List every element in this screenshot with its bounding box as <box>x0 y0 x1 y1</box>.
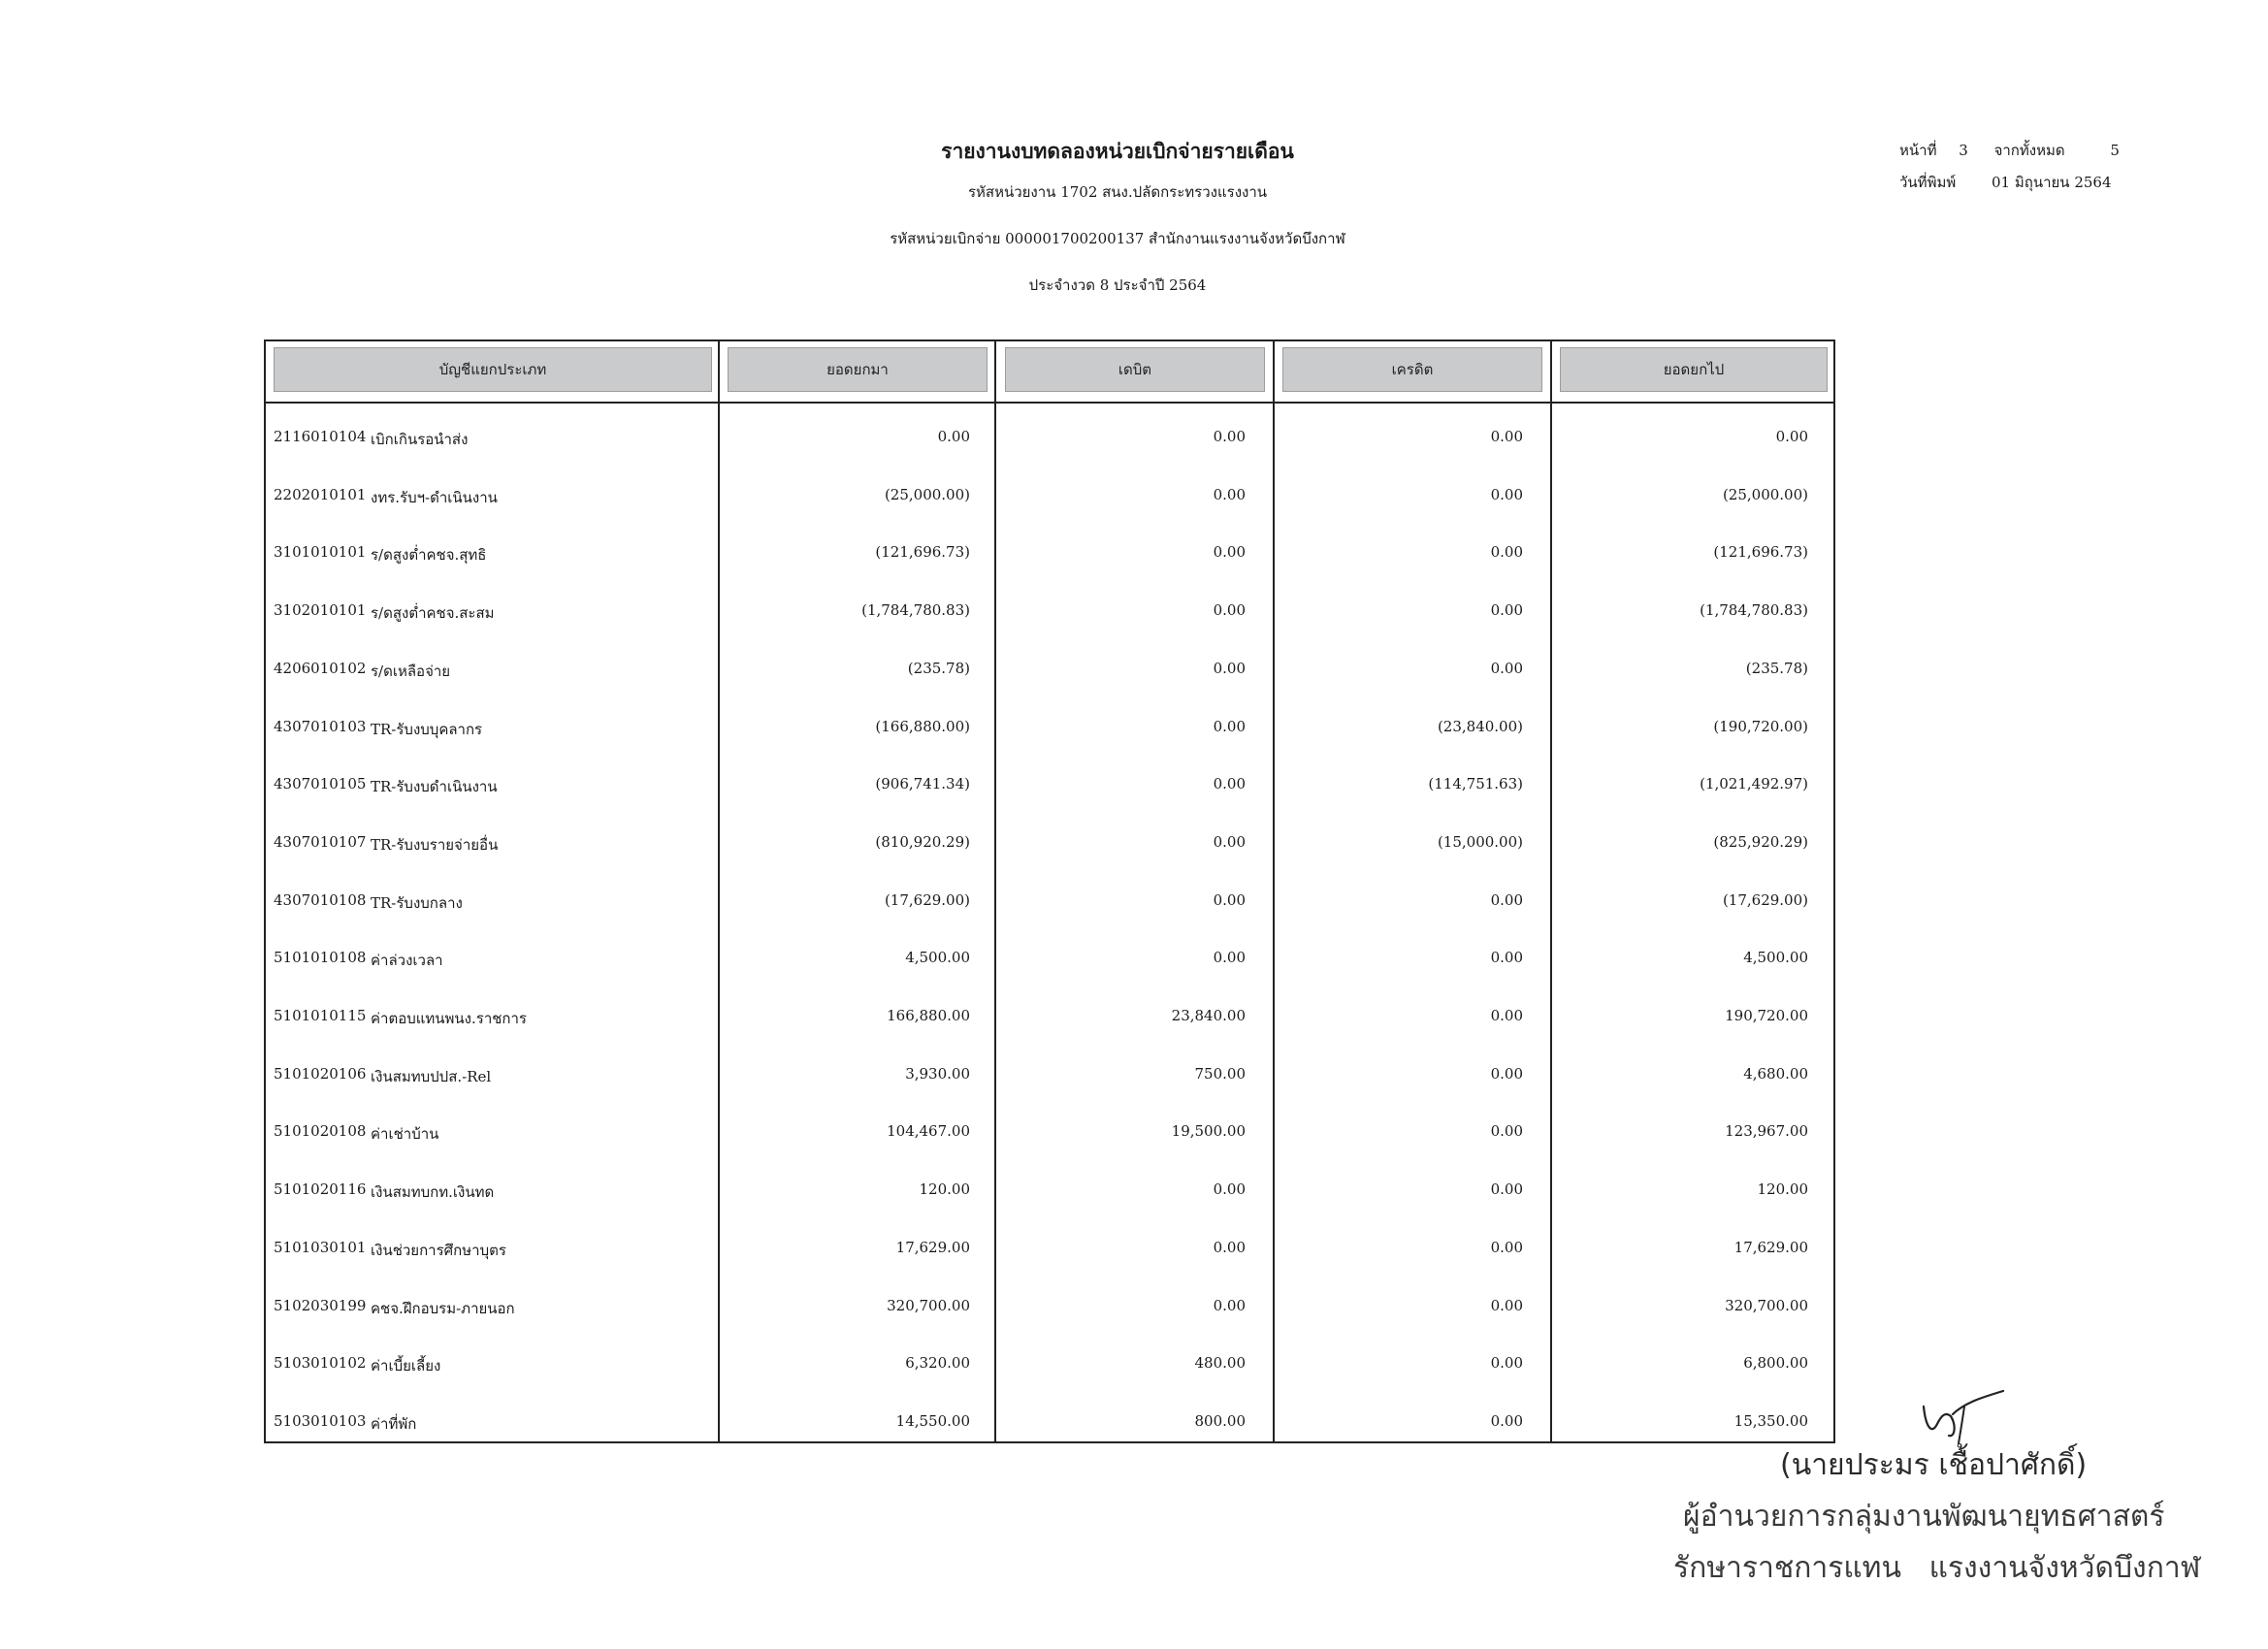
account-code: 4307010107 <box>274 833 367 851</box>
debit-value: 0.00 <box>1213 543 1246 561</box>
brought-forward-value: 320,700.00 <box>887 1297 970 1314</box>
carried-forward-value: 4,500.00 <box>1743 949 1808 966</box>
account-name: ค่าเช่าบ้าน <box>371 1125 439 1143</box>
credit-value: (15,000.00) <box>1437 833 1523 851</box>
brought-forward-value: 4,500.00 <box>905 949 970 966</box>
brought-forward-value: 6,320.00 <box>905 1354 970 1372</box>
total-label: จากทั้งหมด <box>1993 142 2065 159</box>
table-row <box>264 1235 1835 1264</box>
brought-forward-value: (166,880.00) <box>875 718 970 735</box>
account-name: คชจ.ฝึกอบรม-ภายนอก <box>371 1300 515 1317</box>
brought-forward-value: 0.00 <box>937 428 970 445</box>
brought-forward-value: (810,920.29) <box>875 833 970 851</box>
print-date-info <box>1899 171 2112 194</box>
debit-value: 800.00 <box>1194 1412 1246 1430</box>
carried-forward-value: 17,629.00 <box>1733 1239 1808 1256</box>
account-code: 3101010101 <box>274 543 367 561</box>
debit-value: 0.00 <box>1213 1180 1246 1198</box>
carried-forward-value: 320,700.00 <box>1725 1297 1808 1314</box>
print-date-label: วันที่พิมพ์ <box>1899 174 1957 191</box>
debit-value: 0.00 <box>1213 428 1246 445</box>
page-number-info <box>1899 139 2120 162</box>
brought-forward-value: (1,784,780.83) <box>861 601 970 619</box>
brought-forward-value: (17,629.00) <box>884 891 970 909</box>
print-date: 01 มิถุนายน 2564 <box>1992 174 2112 191</box>
credit-value: 0.00 <box>1490 428 1523 445</box>
account-code: 5102030199 <box>274 1297 367 1314</box>
total-pages: 5 <box>2110 142 2120 159</box>
credit-value: 0.00 <box>1490 1180 1523 1198</box>
debit-value: 0.00 <box>1213 891 1246 909</box>
handwritten-signature <box>1906 1377 2013 1450</box>
agency-line: รหัสหน่วยงาน 1702 สนง.ปลัดกระทรวงแรงงาน <box>967 183 1268 201</box>
account-name: เงินสมทบปปส.-Rel <box>371 1068 492 1085</box>
column-header-carried-forward: ยอดยกไป <box>1560 347 1828 392</box>
page-label: หน้าที่ <box>1899 142 1937 159</box>
table-row <box>264 424 1835 453</box>
credit-value: 0.00 <box>1490 1122 1523 1140</box>
carried-forward-value: (17,629.00) <box>1722 891 1808 909</box>
credit-value: 0.00 <box>1490 601 1523 619</box>
column-header-account: บัญชีแยกประเภท <box>274 347 712 392</box>
credit-value: 0.00 <box>1490 1065 1523 1083</box>
column-header-brought-forward: ยอดยกมา <box>728 347 988 392</box>
credit-value: 0.00 <box>1490 1007 1523 1024</box>
account-code: 5101020108 <box>274 1122 367 1140</box>
account-name: TR-รับงบรายจ่ายอื่น <box>371 836 499 854</box>
account-code: 4307010105 <box>274 775 367 792</box>
account-name: TR-รับงบดำเนินงาน <box>371 778 498 795</box>
account-name: ค่าเบี้ยเลี้ยง <box>371 1357 441 1374</box>
carried-forward-value: 6,800.00 <box>1743 1354 1808 1372</box>
unit-line: รหัสหน่วยเบิกจ่าย 000001700200137 สำนักงานแรงงานจังหวัดบึงกาฬ <box>890 230 1345 247</box>
brought-forward-value: 3,930.00 <box>905 1065 970 1083</box>
credit-value: 0.00 <box>1490 543 1523 561</box>
table-row <box>264 771 1835 800</box>
credit-value: 0.00 <box>1490 1239 1523 1256</box>
debit-value: 0.00 <box>1213 718 1246 735</box>
carried-forward-value: 0.00 <box>1775 428 1808 445</box>
brought-forward-value: 14,550.00 <box>895 1412 970 1430</box>
table-row <box>264 714 1835 743</box>
account-code: 5101010108 <box>274 949 367 966</box>
credit-value: 0.00 <box>1490 486 1523 503</box>
table-row <box>264 482 1835 511</box>
table-row <box>264 539 1835 568</box>
table-row <box>264 829 1835 858</box>
credit-value: 0.00 <box>1490 949 1523 966</box>
account-name: เบิกเกินรอนำส่ง <box>371 431 469 448</box>
debit-value: 0.00 <box>1213 949 1246 966</box>
account-code: 2202010101 <box>274 486 367 503</box>
table-row <box>264 1293 1835 1322</box>
report-title: รายงานงบทดลองหน่วยเบิกจ่ายรายเดือน <box>941 139 1294 163</box>
carried-forward-value: (121,696.73) <box>1713 543 1808 561</box>
account-code: 5103010103 <box>274 1412 367 1430</box>
debit-value: 750.00 <box>1194 1065 1246 1083</box>
table-row <box>264 1408 1835 1438</box>
credit-value: (23,840.00) <box>1437 718 1523 735</box>
carried-forward-value: 120.00 <box>1757 1180 1808 1198</box>
account-code: 5101020116 <box>274 1180 367 1198</box>
acting-office: แรงงานจังหวัดบึงกาฬ <box>1928 1551 2201 1585</box>
carried-forward-value: (1,784,780.83) <box>1700 601 1808 619</box>
acting-label: รักษาราชการแทน <box>1673 1551 1901 1585</box>
debit-value: 0.00 <box>1213 833 1246 851</box>
account-name: ร/ดเหลือจ่าย <box>371 663 451 680</box>
credit-value: 0.00 <box>1490 1412 1523 1430</box>
account-name: ร/ดสูงต่ำคชจ.สะสม <box>371 604 495 622</box>
brought-forward-value: (25,000.00) <box>884 486 970 503</box>
table-row <box>264 656 1835 685</box>
carried-forward-value: (190,720.00) <box>1713 718 1808 735</box>
carried-forward-value: (825,920.29) <box>1713 833 1808 851</box>
brought-forward-value: 17,629.00 <box>895 1239 970 1256</box>
account-name: ค่าที่พัก <box>371 1415 417 1433</box>
debit-value: 19,500.00 <box>1171 1122 1246 1140</box>
account-code: 5101010115 <box>274 1007 367 1024</box>
column-header-credit: เครดิต <box>1282 347 1542 392</box>
debit-value: 0.00 <box>1213 660 1246 677</box>
account-code: 3102010101 <box>274 601 367 619</box>
account-name: ค่าล่วงเวลา <box>371 952 443 969</box>
carried-forward-value: (25,000.00) <box>1722 486 1808 503</box>
debit-value: 23,840.00 <box>1171 1007 1246 1024</box>
account-name: เงินสมทบกท.เงินทด <box>371 1183 495 1201</box>
credit-value: 0.00 <box>1490 660 1523 677</box>
brought-forward-value: 166,880.00 <box>887 1007 970 1024</box>
account-code: 5101020106 <box>274 1065 367 1083</box>
header-divider <box>264 402 1835 404</box>
table-row <box>264 1350 1835 1379</box>
table-row <box>264 1177 1835 1206</box>
debit-value: 0.00 <box>1213 1297 1246 1314</box>
page-number: 3 <box>1959 142 1968 159</box>
table-row <box>264 1118 1835 1148</box>
brought-forward-value: (235.78) <box>907 660 970 677</box>
period-line: ประจำงวด 8 ประจำปี 2564 <box>1028 276 1207 294</box>
carried-forward-value: 190,720.00 <box>1725 1007 1808 1024</box>
account-name: TR-รับงบกลาง <box>371 894 463 912</box>
signatory-position: ผู้อำนวยการกลุ่มงานพัฒนายุทธศาสตร์ <box>1683 1500 2165 1534</box>
signatory-acting-position <box>1673 1545 2200 1591</box>
account-code: 5103010102 <box>274 1354 367 1372</box>
table-row <box>264 888 1835 917</box>
account-name: ร/ดสูงต่ำคชจ.สุทธิ <box>371 546 487 564</box>
carried-forward-value: 4,680.00 <box>1743 1065 1808 1083</box>
account-name: TR-รับงบบุคลากร <box>371 721 483 738</box>
account-code: 4206010102 <box>274 660 367 677</box>
signatory-name: (นายประมร เชื้อปาศักดิ์) <box>1780 1448 2088 1482</box>
credit-value: 0.00 <box>1490 1297 1523 1314</box>
credit-value: 0.00 <box>1490 1354 1523 1372</box>
account-name: งทร.รับฯ-ดำเนินงาน <box>371 489 498 506</box>
brought-forward-value: (121,696.73) <box>875 543 970 561</box>
debit-value: 0.00 <box>1213 601 1246 619</box>
carried-forward-value: (235.78) <box>1745 660 1808 677</box>
debit-value: 0.00 <box>1213 486 1246 503</box>
column-header-debit: เดบิต <box>1005 347 1265 392</box>
account-code: 2116010104 <box>274 428 367 445</box>
debit-value: 0.00 <box>1213 1239 1246 1256</box>
table-row <box>264 1061 1835 1090</box>
credit-value: 0.00 <box>1490 891 1523 909</box>
debit-value: 0.00 <box>1213 775 1246 792</box>
account-code: 5101030101 <box>274 1239 367 1256</box>
carried-forward-value: 15,350.00 <box>1733 1412 1808 1430</box>
table-row <box>264 598 1835 627</box>
brought-forward-value: (906,741.34) <box>875 775 970 792</box>
account-code: 4307010108 <box>274 891 367 909</box>
debit-value: 480.00 <box>1194 1354 1246 1372</box>
account-name: ค่าตอบแทนพนง.ราชการ <box>371 1010 527 1027</box>
brought-forward-value: 120.00 <box>919 1180 970 1198</box>
carried-forward-value: (1,021,492.97) <box>1700 775 1808 792</box>
account-name: เงินช่วยการศึกษาบุตร <box>371 1242 506 1259</box>
credit-value: (114,751.63) <box>1428 775 1523 792</box>
carried-forward-value: 123,967.00 <box>1725 1122 1808 1140</box>
table-row <box>264 1003 1835 1032</box>
brought-forward-value: 104,467.00 <box>887 1122 970 1140</box>
account-code: 4307010103 <box>274 718 367 735</box>
table-row <box>264 945 1835 974</box>
